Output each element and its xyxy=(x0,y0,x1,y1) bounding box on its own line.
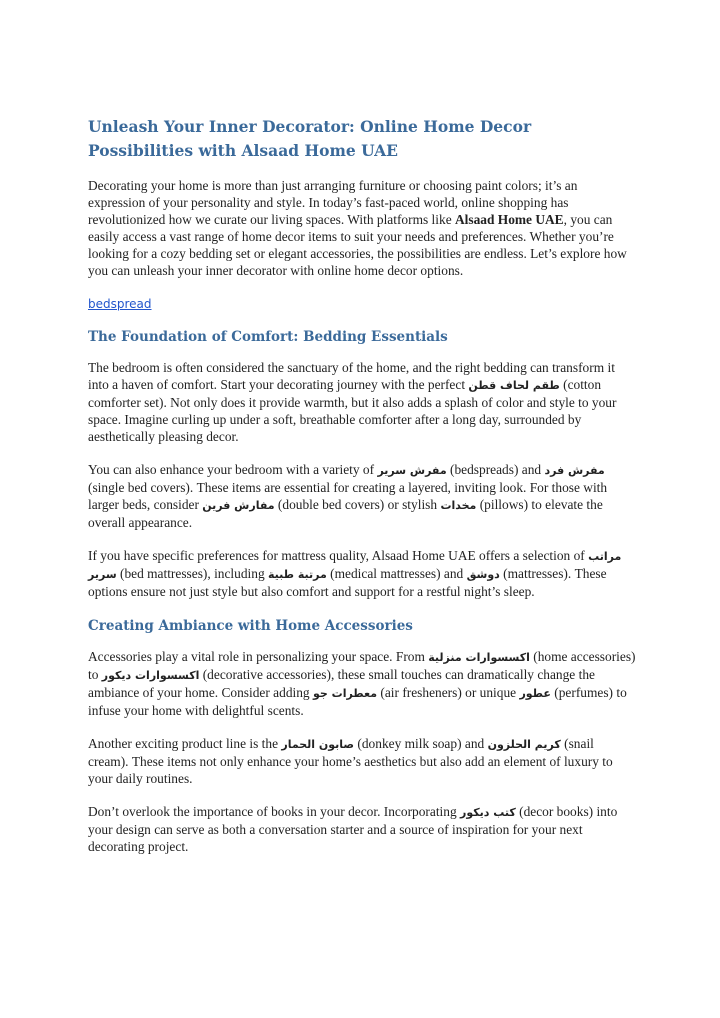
text: Another exciting product line is the xyxy=(88,736,282,751)
arabic-term: معطرات جو xyxy=(312,687,378,700)
text: (bedspreads) and xyxy=(446,462,545,477)
bedding-paragraph-1 xyxy=(88,359,636,445)
text: (home accessories) to xyxy=(88,649,636,682)
intro-text-2: , you can easily access a vast range of home decor items to suit your needs and preferences. Whether you’re looking for a cozy bedding set or elegant accessories, the possibilities are endless. Let’s explore how you can unleash your inner decorator with online home decor options. xyxy=(88,212,627,278)
text: If you have specific preferences for mattress quality, Alsaad Home UAE offers a selection of xyxy=(88,548,589,563)
arabic-term: اكسسوارات ديكور xyxy=(101,669,200,682)
text: (donkey milk soap) and xyxy=(354,736,488,751)
text: (decorative accessories), these small touches can dramatically change the ambiance of your home. Consider adding xyxy=(88,667,595,700)
text: (snail cream). These items not only enhance your home’s aesthetics but also add an element of luxury to your daily routines. xyxy=(88,736,613,786)
arabic-term: مفرش سرير xyxy=(377,464,447,477)
accessories-paragraph-3 xyxy=(88,803,636,855)
text: The bedroom is often considered the sanctuary of the home, and the right bedding can transform it into a haven of comfort. Start your decorating journey with the perfect xyxy=(88,360,615,392)
arabic-term: مفارش فرين xyxy=(202,499,275,512)
text: (single bed covers). These items are essential for creating a layered, inviting look. For those with larger beds, consider xyxy=(88,480,608,512)
text: (pillows) to elevate the overall appearance. xyxy=(88,497,603,530)
arabic-term: مرتبة طبية xyxy=(268,568,327,581)
arabic-term: كريم الحلزون xyxy=(487,738,561,751)
text: (air fresheners) or unique xyxy=(377,685,520,700)
text: You can also enhance your bedroom with a variety of xyxy=(88,462,378,477)
bedding-paragraph-2 xyxy=(88,461,636,531)
text: (bed mattresses), including xyxy=(116,566,268,581)
arabic-term: دوشق xyxy=(466,568,500,581)
accessories-paragraph-2 xyxy=(88,735,636,787)
arabic-term: كتب ديكور xyxy=(460,806,516,819)
intro-paragraph xyxy=(88,177,636,279)
bedding-paragraph-3 xyxy=(88,547,636,600)
brand-name: Alsaad Home UAE xyxy=(455,212,564,227)
text: (medical mattresses) and xyxy=(326,566,467,581)
text: (perfumes) to infuse your home with delightful scents. xyxy=(88,685,627,718)
text: (double bed covers) or stylish xyxy=(274,497,441,512)
arabic-term: صابون الحمار xyxy=(281,738,355,751)
text: (cotton comforter set). Not only does it provide warmth, but it also adds a splash of color and style to your space. Imagine curling up under a soft, breathable comforter after a long day, surrounded by aesthetically pleasing decor. xyxy=(88,377,617,444)
arabic-term: اكسسوارات منزلية xyxy=(428,651,530,664)
arabic-term: عطور xyxy=(519,687,551,700)
page-title: Unleash Your Inner Decorator: Online Home Decor Possibilities with Alsaad Home UAE xyxy=(88,117,532,160)
arabic-term: مراتب سرير xyxy=(88,550,622,581)
text: Accessories play a vital role in personalizing your space. From xyxy=(88,649,429,664)
accessories-paragraph-1 xyxy=(88,648,636,719)
document-content xyxy=(88,115,636,871)
section-heading-accessories: Creating Ambiance with Home Accessories xyxy=(88,618,413,634)
arabic-term: طقم لحاف قطن xyxy=(468,379,560,392)
bedspread-link[interactable]: bedspread xyxy=(88,297,152,311)
text: Don’t overlook the importance of books in your decor. Incorporating xyxy=(88,804,460,819)
text: (decor books) into your design can serve as both a conversation starter and a source of inspiration for your next decorating project. xyxy=(88,804,618,854)
arabic-term: مفرش فرد xyxy=(544,464,605,477)
section-heading-bedding: The Foundation of Comfort: Bedding Essentials xyxy=(88,329,448,345)
intro-text-1: Decorating your home is more than just arranging furniture or choosing paint colors; it’s an expression of your personality and style. In today’s fast-paced world, online shopping has revolutionized how we curate our living spaces. With platforms like xyxy=(88,178,578,227)
link-paragraph xyxy=(88,295,636,313)
text: (mattresses). These options ensure not just style but also comfort and support for a restful night’s sleep. xyxy=(88,566,607,599)
arabic-term: مخدات xyxy=(440,499,477,512)
